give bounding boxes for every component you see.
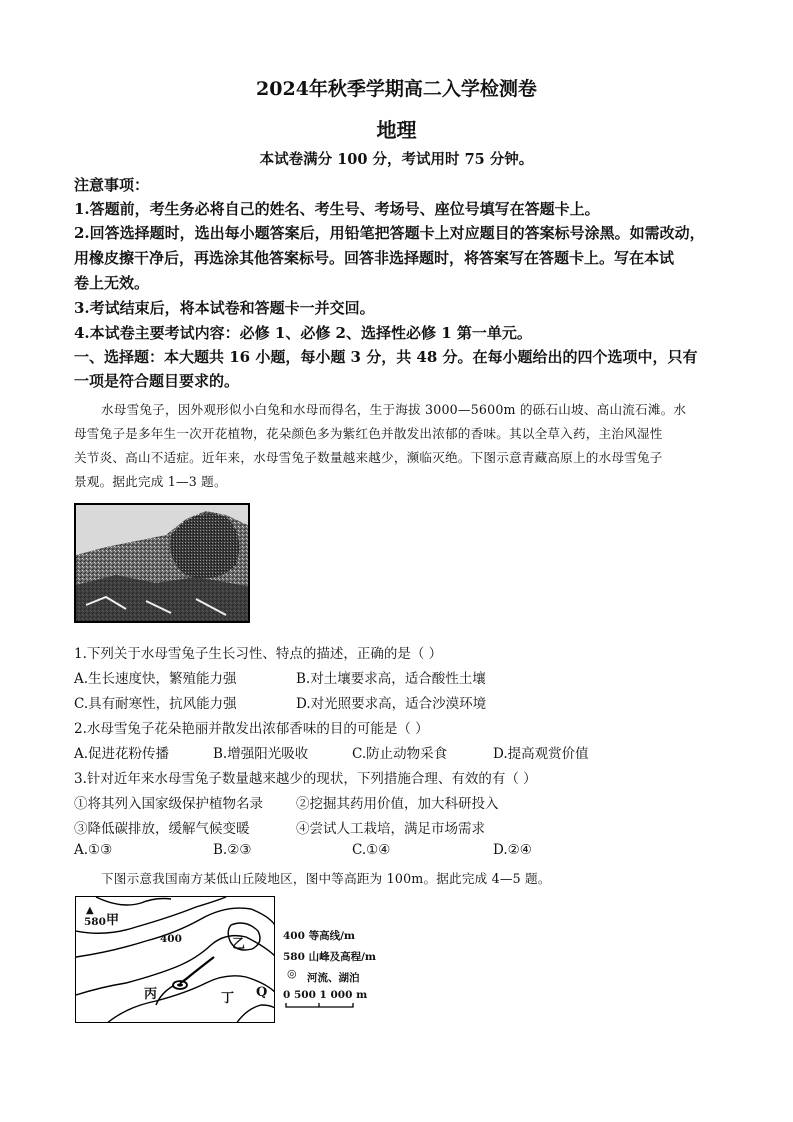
contour-value: 400: [160, 933, 182, 945]
legend-contour: 400 等高线/m: [283, 930, 356, 942]
option-d: D.对光照要求高，适合沙漠环境: [296, 696, 487, 712]
statement-3: ③降低碳排放，缓解气候变暖: [74, 821, 250, 837]
option-b: B.增强阳光吸收: [213, 746, 309, 762]
exam-title: 2024年秋季学期高二入学检测卷: [256, 78, 537, 100]
option-a: A.生长速度快，繁殖能力强: [74, 671, 237, 687]
landscape-image: [76, 505, 250, 623]
question-2-stem: 2.水母雪兔子花朵艳丽并散发出浓郁香味的目的可能是（ ）: [74, 721, 429, 737]
peak-elevation: 580: [84, 916, 106, 928]
option-c: C.①④: [352, 842, 391, 858]
exam-info: 本试卷满分 100 分，考试用时 75 分钟。: [259, 151, 534, 168]
point-yi: 乙: [232, 937, 246, 952]
option-b: B.对土壤要求高，适合酸性土壤: [296, 671, 486, 687]
notice-heading: 注意事项：: [74, 176, 150, 194]
snow-lotus-photo: [74, 503, 250, 623]
statement-2: ②挖掘其药用价值，加大科研投入: [296, 796, 499, 812]
notice-line: 3.考试结束后，将本试卷和答题卡一并交回。: [74, 299, 375, 317]
notice-line: 卷上无效。: [74, 274, 150, 292]
passage-line: 母雪兔子是多年生一次开花植物，花朵颜色多为紫红色并散发出浓郁的香味。其以全草入药，主治风湿性: [74, 426, 663, 441]
point-bing: 丙: [144, 987, 158, 1002]
notice-line: 2.回答选择题时，选出每小题答案后，用铅笔把答题卡上对应题目的答案标号涂黑。如需改动，: [74, 224, 705, 242]
statement-1: ①将其列入国家级保护植物名录: [74, 796, 263, 812]
point-ding: 丁: [221, 991, 235, 1006]
question-1-stem: 1.下列关于水母雪兔子生长习性、特点的描述，正确的是（ ）: [74, 646, 443, 662]
legend-scale: 0 500 1 000 m: [283, 989, 368, 1001]
peak-marker-icon: ▲: [86, 905, 94, 916]
option-c: C.具有耐寒性，抗风能力强: [74, 696, 237, 712]
lake-icon: ◎: [287, 967, 297, 980]
passage-line: 关节炎、高山不适症。近年来，水母雪兔子数量越来越少，濒临灭绝。下图示意青藏高原上的水母雪兔子: [74, 450, 663, 465]
point-jia: 甲: [106, 913, 120, 928]
legend-peak: 580 山峰及高程/m: [283, 951, 377, 963]
passage-line: 水母雪兔子，因外观形似小白兔和水母而得名，生于海拔 3000—5600m 的砾石山坡、高山流石滩。水: [101, 402, 687, 417]
contour-map: [75, 896, 275, 1023]
notice-line: 用橡皮擦干净后，再选涂其他答案标号。回答非选择题时，将答案写在答题卡上。写在本试: [74, 249, 675, 267]
option-b: B.②③: [213, 842, 252, 858]
passage-2: 下图示意我国南方某低山丘陵地区，图中等高距为 100m。据此完成 4—5 题。: [101, 871, 551, 886]
notice-line: 1.答题前，考生务必将自己的姓名、考生号、考场号、座位号填写在答题卡上。: [74, 200, 600, 218]
legend-river: 河流、湖泊: [307, 972, 360, 984]
point-q: Q: [256, 985, 268, 1000]
option-d: D.②④: [493, 842, 532, 858]
scale-bar-icon: [285, 1002, 355, 1008]
subject-title: 地理: [376, 118, 417, 142]
question-3-stem: 3.针对近年来水母雪兔子数量越来越少的现状，下列措施合理、有效的有（ ）: [74, 771, 537, 787]
section-heading: 一、选择题：本大题共 16 小题，每小题 3 分，共 48 分。在每小题给出的四个选项中，只有: [74, 348, 698, 366]
notice-line: 4.本试卷主要考试内容：必修 1、必修 2、选择性必修 1 第一单元。: [74, 324, 532, 342]
option-a: A.①③: [74, 842, 113, 858]
passage-line: 景观。据此完成 1—3 题。: [74, 474, 227, 489]
section-heading: 一项是符合题目要求的。: [74, 372, 240, 390]
option-c: C.防止动物采食: [352, 746, 448, 762]
statement-4: ④尝试人工栽培，满足市场需求: [296, 821, 485, 837]
option-d: D.提高观赏价值: [493, 746, 589, 762]
option-a: A.促进花粉传播: [74, 746, 170, 762]
